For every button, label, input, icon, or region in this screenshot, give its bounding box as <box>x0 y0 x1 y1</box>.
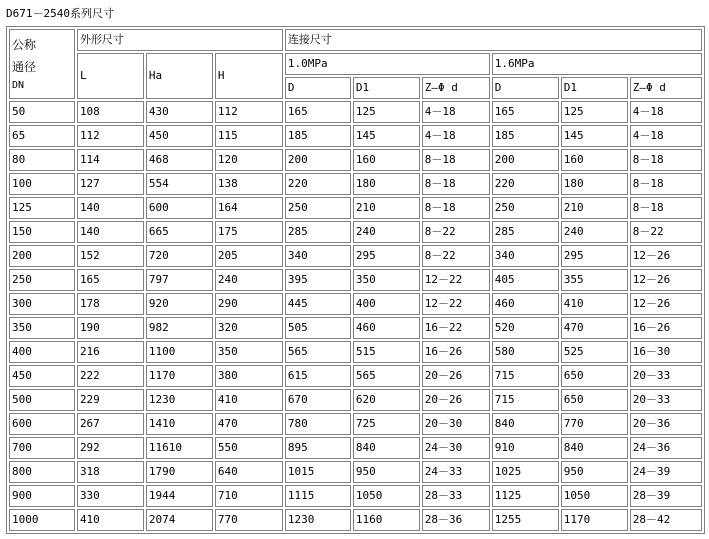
table-cell: 295 <box>353 245 420 267</box>
table-cell: 470 <box>561 317 628 339</box>
table-cell: 152 <box>77 245 144 267</box>
table-cell: 125 <box>9 197 75 219</box>
table-cell: 8－22 <box>422 221 490 243</box>
table-cell: 840 <box>492 413 559 435</box>
nominal-line-1: 公称 <box>12 38 37 52</box>
table-row <box>9 413 702 435</box>
table-row <box>9 269 702 291</box>
dimensions-table <box>6 26 705 534</box>
table-cell: 400 <box>9 341 75 363</box>
table-cell: 920 <box>146 293 213 315</box>
table-cell: 460 <box>492 293 559 315</box>
table-cell: 114 <box>77 149 144 171</box>
table-cell: 16－22 <box>422 317 490 339</box>
table-cell: 715 <box>492 389 559 411</box>
table-cell: 200 <box>9 245 75 267</box>
table-cell: 150 <box>9 221 75 243</box>
nominal-line-3: DN <box>12 80 25 91</box>
table-cell: 216 <box>77 341 144 363</box>
table-cell: 175 <box>215 221 283 243</box>
table-cell: 720 <box>146 245 213 267</box>
table-cell: 670 <box>285 389 351 411</box>
pressure-header-1: 1.0MPa <box>285 53 490 75</box>
table-cell: 840 <box>561 437 628 459</box>
table-cell: 240 <box>353 221 420 243</box>
table-cell: 1000 <box>9 509 75 531</box>
nominal-line-2: 通径 <box>12 60 37 74</box>
table-cell: 24－30 <box>422 437 490 459</box>
table-cell: 8－18 <box>422 197 490 219</box>
table-cell: 715 <box>492 365 559 387</box>
table-cell: 1170 <box>146 365 213 387</box>
table-cell: 355 <box>561 269 628 291</box>
table-row <box>9 365 702 387</box>
table-cell: 525 <box>561 341 628 363</box>
table-cell: 20－33 <box>630 389 702 411</box>
page-title: D671－2540系列尺寸 <box>6 7 114 20</box>
table-cell: 445 <box>285 293 351 315</box>
table-cell: 140 <box>77 221 144 243</box>
table-cell: 500 <box>9 389 75 411</box>
table-cell: 468 <box>146 149 213 171</box>
table-cell: 430 <box>146 101 213 123</box>
table-cell: 160 <box>561 149 628 171</box>
table-cell: 410 <box>561 293 628 315</box>
table-cell: 350 <box>215 341 283 363</box>
table-cell: 20－26 <box>422 365 490 387</box>
table-cell: 160 <box>353 149 420 171</box>
table-cell: 210 <box>353 197 420 219</box>
table-cell: 220 <box>492 173 559 195</box>
table-cell: 178 <box>77 293 144 315</box>
table-cell: 145 <box>353 125 420 147</box>
table-row <box>9 221 702 243</box>
table-cell: 318 <box>77 461 144 483</box>
col-header-zphi-1: Z—Φ d <box>422 77 490 99</box>
table-cell: 220 <box>285 173 351 195</box>
table-cell: 615 <box>285 365 351 387</box>
table-cell: 8－18 <box>630 173 702 195</box>
table-cell: 1410 <box>146 413 213 435</box>
table-cell: 400 <box>353 293 420 315</box>
table-cell: 350 <box>9 317 75 339</box>
table-cell: 222 <box>77 365 144 387</box>
col-header-D1-1: D1 <box>353 77 420 99</box>
col-header-H: H <box>215 53 283 99</box>
nominal-diameter-header <box>9 29 75 99</box>
table-cell: 267 <box>77 413 144 435</box>
table-cell: 410 <box>77 509 144 531</box>
table-cell: 12－22 <box>422 269 490 291</box>
header-row-2 <box>9 53 702 75</box>
table-cell: 80 <box>9 149 75 171</box>
table-cell: 165 <box>77 269 144 291</box>
table-cell: 405 <box>492 269 559 291</box>
table-cell: 640 <box>215 461 283 483</box>
table-cell: 16－30 <box>630 341 702 363</box>
connection-dims-header: 连接尺寸 <box>285 29 702 51</box>
table-cell: 20－33 <box>630 365 702 387</box>
table-cell: 185 <box>285 125 351 147</box>
col-header-zphi-2: Z—Φ d <box>630 77 702 99</box>
table-cell: 700 <box>9 437 75 459</box>
table-cell: 210 <box>561 197 628 219</box>
table-cell: 4－18 <box>422 101 490 123</box>
table-cell: 12－26 <box>630 293 702 315</box>
table-cell: 910 <box>492 437 559 459</box>
table-cell: 330 <box>77 485 144 507</box>
table-cell: 250 <box>492 197 559 219</box>
table-cell: 28－39 <box>630 485 702 507</box>
table-cell: 120 <box>215 149 283 171</box>
table-row <box>9 101 702 123</box>
table-row <box>9 509 702 531</box>
col-header-D-1: D <box>285 77 351 99</box>
table-row <box>9 245 702 267</box>
table-cell: 12－22 <box>422 293 490 315</box>
table-cell: 200 <box>285 149 351 171</box>
table-cell: 180 <box>561 173 628 195</box>
col-header-L: L <box>77 53 144 99</box>
table-cell: 108 <box>77 101 144 123</box>
table-cell: 1790 <box>146 461 213 483</box>
table-row <box>9 341 702 363</box>
table-cell: 8－18 <box>422 173 490 195</box>
table-cell: 1255 <box>492 509 559 531</box>
table-cell: 725 <box>353 413 420 435</box>
table-cell: 895 <box>285 437 351 459</box>
table-cell: 12－26 <box>630 245 702 267</box>
table-cell: 1230 <box>146 389 213 411</box>
table-cell: 240 <box>215 269 283 291</box>
table-cell: 1170 <box>561 509 628 531</box>
table-cell: 250 <box>9 269 75 291</box>
table-cell: 450 <box>9 365 75 387</box>
table-cell: 24－39 <box>630 461 702 483</box>
table-cell: 140 <box>77 197 144 219</box>
table-cell: 1125 <box>492 485 559 507</box>
table-cell: 8－22 <box>422 245 490 267</box>
table-cell: 380 <box>215 365 283 387</box>
table-cell: 28－42 <box>630 509 702 531</box>
table-cell: 340 <box>285 245 351 267</box>
table-cell: 240 <box>561 221 628 243</box>
table-cell: 565 <box>285 341 351 363</box>
table-row <box>9 485 702 507</box>
table-cell: 710 <box>215 485 283 507</box>
table-cell: 16－26 <box>630 317 702 339</box>
table-row <box>9 461 702 483</box>
table-cell: 620 <box>353 389 420 411</box>
table-cell: 797 <box>146 269 213 291</box>
table-cell: 292 <box>77 437 144 459</box>
table-cell: 600 <box>146 197 213 219</box>
table-cell: 554 <box>146 173 213 195</box>
table-cell: 450 <box>146 125 213 147</box>
table-row <box>9 125 702 147</box>
table-cell: 410 <box>215 389 283 411</box>
table-cell: 8－18 <box>422 149 490 171</box>
table-cell: 982 <box>146 317 213 339</box>
table-cell: 229 <box>77 389 144 411</box>
table-cell: 180 <box>353 173 420 195</box>
table-cell: 205 <box>215 245 283 267</box>
table-cell: 1230 <box>285 509 351 531</box>
table-row <box>9 293 702 315</box>
table-cell: 125 <box>561 101 628 123</box>
table-cell: 24－36 <box>630 437 702 459</box>
table-cell: 20－30 <box>422 413 490 435</box>
table-cell: 16－26 <box>422 341 490 363</box>
table-cell: 340 <box>492 245 559 267</box>
table-cell: 4－18 <box>630 125 702 147</box>
table-cell: 1015 <box>285 461 351 483</box>
table-cell: 1115 <box>285 485 351 507</box>
table-cell: 840 <box>353 437 420 459</box>
table-cell: 515 <box>353 341 420 363</box>
table-cell: 164 <box>215 197 283 219</box>
table-cell: 100 <box>9 173 75 195</box>
table-cell: 28－33 <box>422 485 490 507</box>
table-cell: 138 <box>215 173 283 195</box>
table-cell: 320 <box>215 317 283 339</box>
table-cell: 4－18 <box>630 101 702 123</box>
table-cell: 460 <box>353 317 420 339</box>
table-row <box>9 317 702 339</box>
table-cell: 200 <box>492 149 559 171</box>
table-cell: 24－33 <box>422 461 490 483</box>
table-row <box>9 197 702 219</box>
table-cell: 600 <box>9 413 75 435</box>
table-cell: 295 <box>561 245 628 267</box>
table-cell: 50 <box>9 101 75 123</box>
table-cell: 4－18 <box>422 125 490 147</box>
table-cell: 520 <box>492 317 559 339</box>
table-cell: 8－18 <box>630 149 702 171</box>
table-cell: 780 <box>285 413 351 435</box>
col-header-Ha: Ha <box>146 53 213 99</box>
table-cell: 505 <box>285 317 351 339</box>
table-cell: 565 <box>353 365 420 387</box>
table-cell: 65 <box>9 125 75 147</box>
table-cell: 1944 <box>146 485 213 507</box>
table-cell: 950 <box>561 461 628 483</box>
table-cell: 8－22 <box>630 221 702 243</box>
table-row <box>9 173 702 195</box>
outer-dims-header: 外形尺寸 <box>77 29 283 51</box>
table-cell: 650 <box>561 389 628 411</box>
table-cell: 20－26 <box>422 389 490 411</box>
table-cell: 300 <box>9 293 75 315</box>
table-cell: 770 <box>215 509 283 531</box>
col-header-D1-2: D1 <box>561 77 628 99</box>
table-row <box>9 437 702 459</box>
table-cell: 580 <box>492 341 559 363</box>
table-cell: 11610 <box>146 437 213 459</box>
table-cell: 185 <box>492 125 559 147</box>
table-cell: 650 <box>561 365 628 387</box>
table-cell: 1100 <box>146 341 213 363</box>
table-cell: 12－26 <box>630 269 702 291</box>
table-cell: 28－36 <box>422 509 490 531</box>
table-cell: 145 <box>561 125 628 147</box>
table-cell: 550 <box>215 437 283 459</box>
table-cell: 285 <box>492 221 559 243</box>
table-cell: 112 <box>77 125 144 147</box>
table-cell: 800 <box>9 461 75 483</box>
table-cell: 125 <box>353 101 420 123</box>
table-cell: 665 <box>146 221 213 243</box>
col-header-D-2: D <box>492 77 559 99</box>
table-cell: 290 <box>215 293 283 315</box>
table-cell: 127 <box>77 173 144 195</box>
table-cell: 1160 <box>353 509 420 531</box>
table-cell: 770 <box>561 413 628 435</box>
table-cell: 115 <box>215 125 283 147</box>
table-cell: 1025 <box>492 461 559 483</box>
table-cell: 285 <box>285 221 351 243</box>
table-cell: 900 <box>9 485 75 507</box>
table-cell: 1050 <box>353 485 420 507</box>
table-cell: 395 <box>285 269 351 291</box>
table-cell: 470 <box>215 413 283 435</box>
table-cell: 165 <box>285 101 351 123</box>
table-cell: 190 <box>77 317 144 339</box>
table-row <box>9 389 702 411</box>
table-cell: 112 <box>215 101 283 123</box>
table-cell: 1050 <box>561 485 628 507</box>
header-row-1 <box>9 29 702 51</box>
table-cell: 165 <box>492 101 559 123</box>
table-cell: 250 <box>285 197 351 219</box>
table-cell: 950 <box>353 461 420 483</box>
table-row <box>9 149 702 171</box>
table-cell: 2074 <box>146 509 213 531</box>
table-cell: 20－36 <box>630 413 702 435</box>
pressure-header-2: 1.6MPa <box>492 53 702 75</box>
table-cell: 8－18 <box>630 197 702 219</box>
table-cell: 350 <box>353 269 420 291</box>
